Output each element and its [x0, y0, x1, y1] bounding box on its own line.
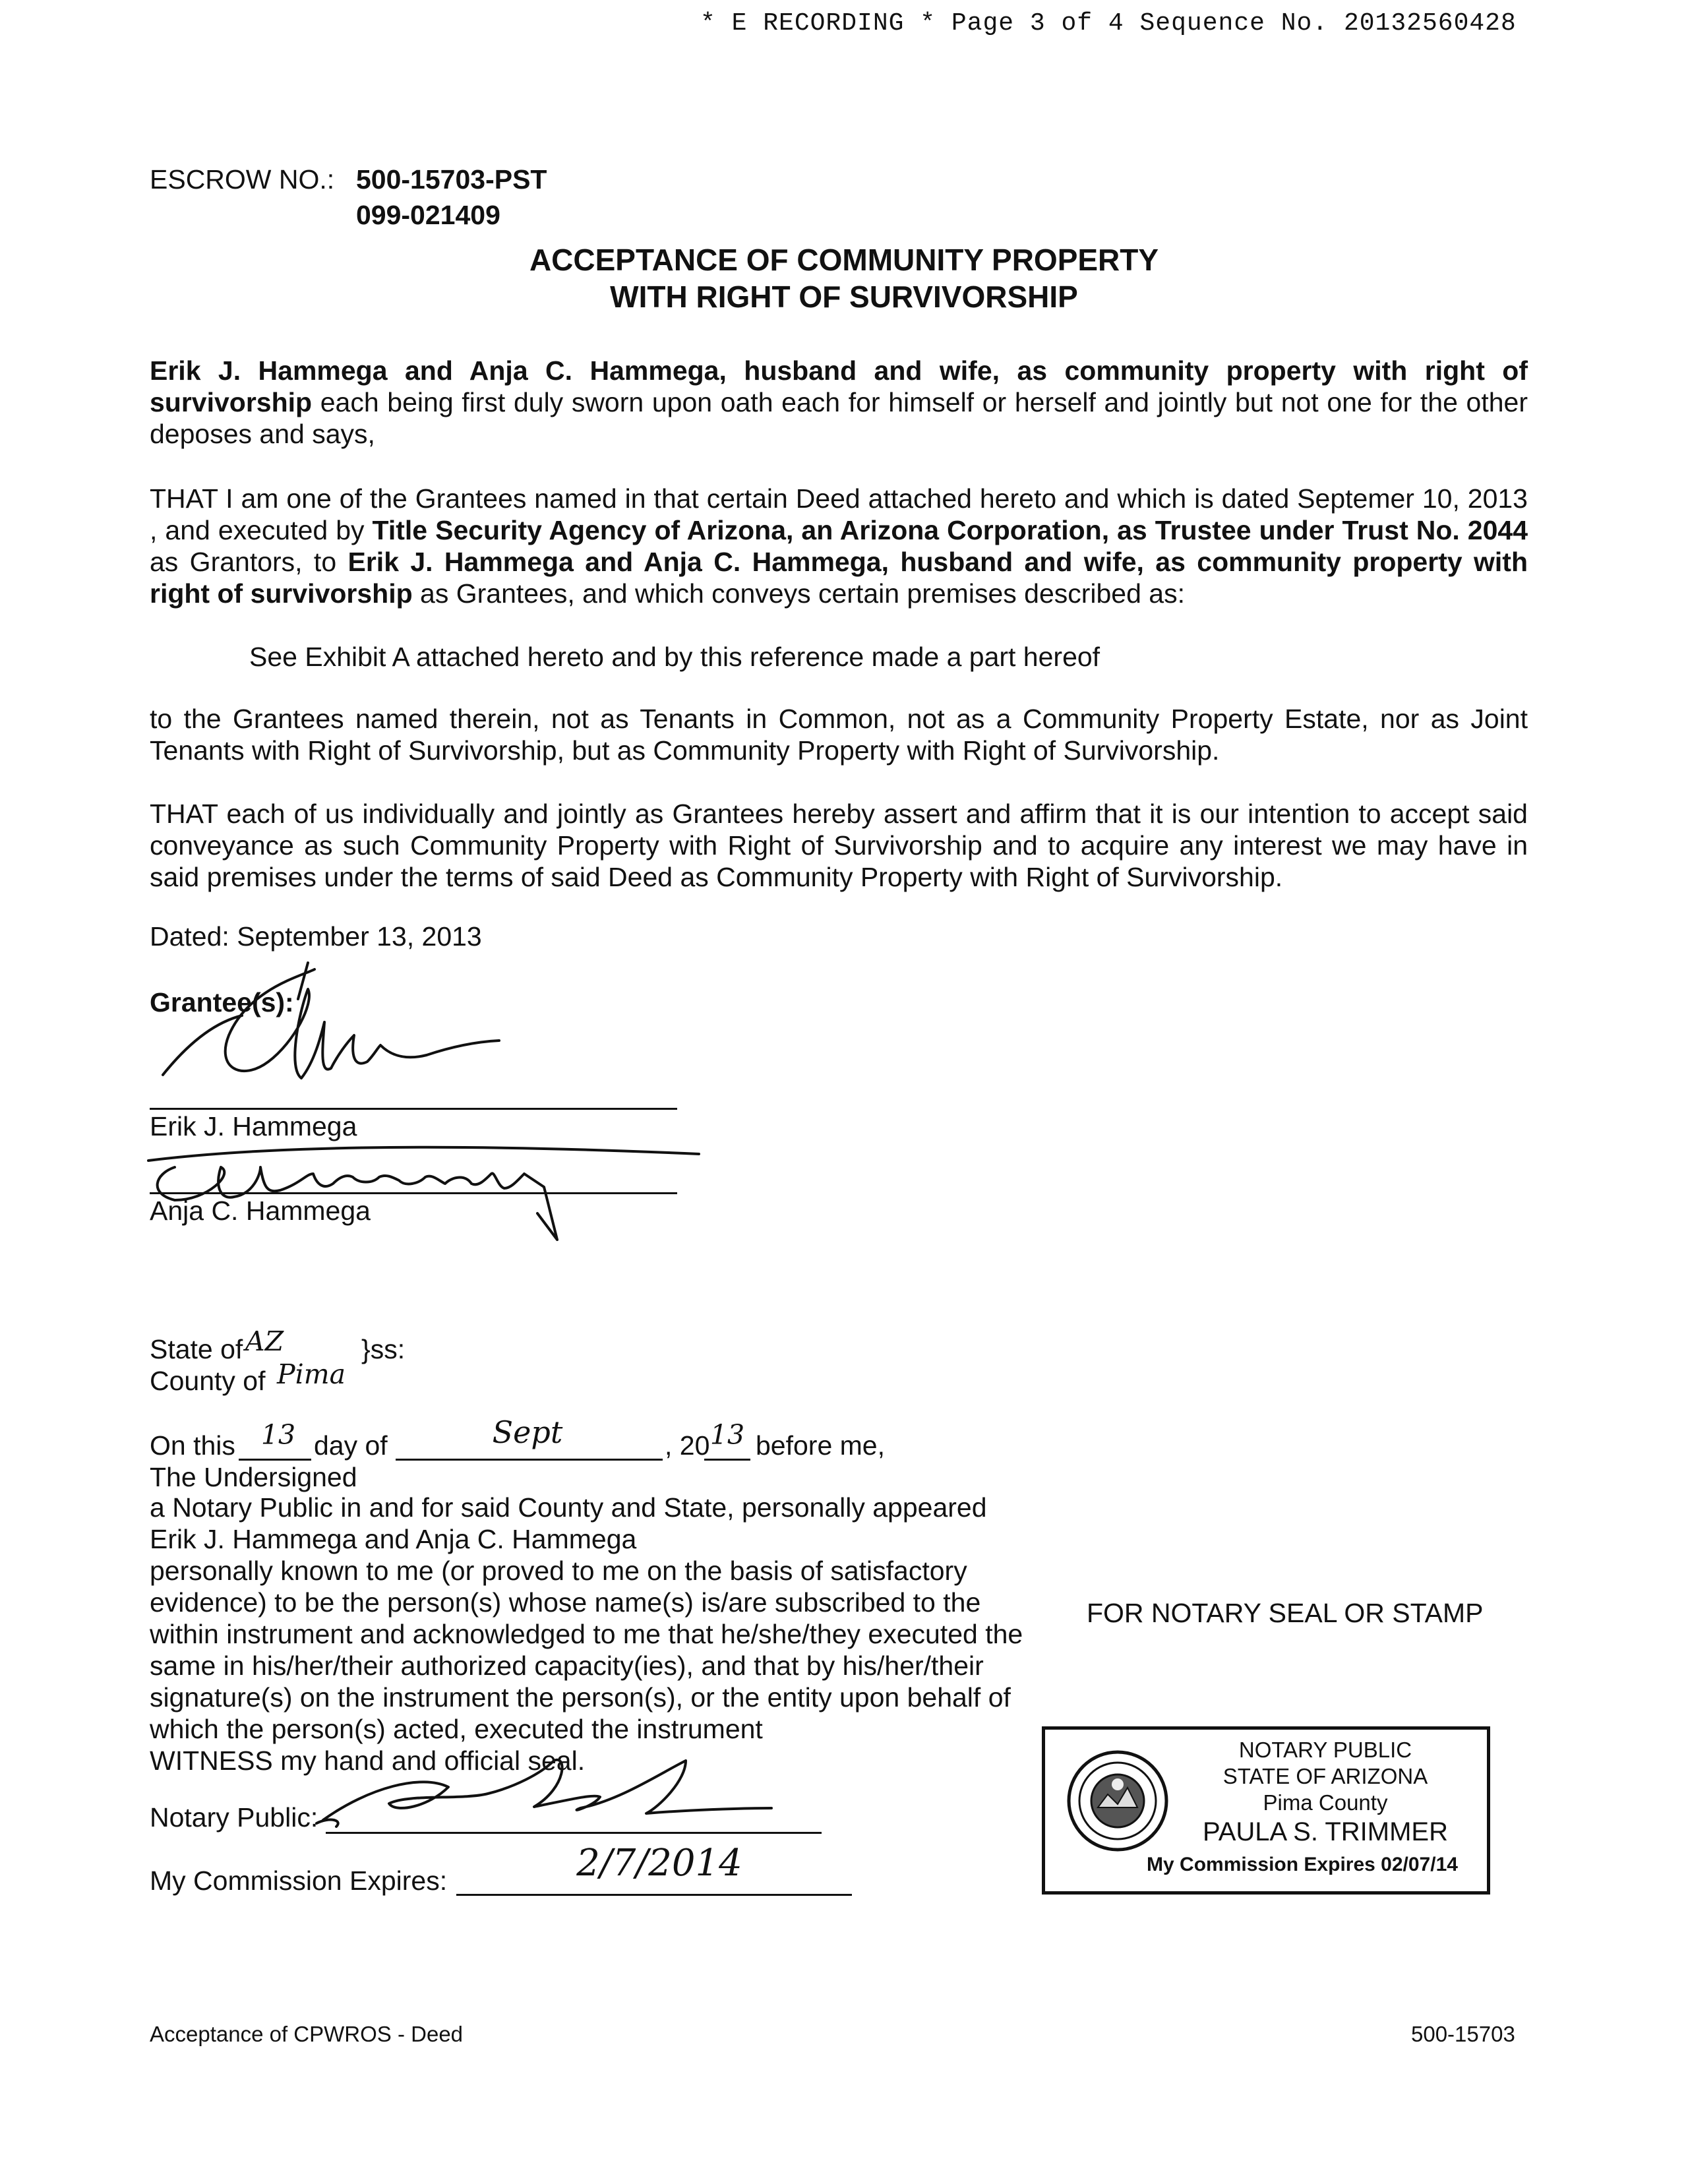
affiants-names: Erik J. Hammega and Anja C. Hammega, husband and wife, as community property with right of survivorship — [150, 355, 1528, 417]
grantee1-name: Erik J. Hammega — [150, 1111, 357, 1141]
seal-caption: FOR NOTARY SEAL OR STAMP — [1087, 1598, 1484, 1628]
grantor-name: Title Security Agency of Arizona, an Arizona Corporation, as Trustee under Trust No. 2044 — [372, 515, 1528, 545]
deed-text-2: as Grantors, to — [150, 547, 348, 577]
notary-public-label: Notary Public: — [150, 1802, 318, 1833]
paragraph-deed — [150, 483, 1528, 609]
escrow-number-2: 099-021409 — [356, 200, 500, 230]
recording-header: * E RECORDING * Page 3 of 4 Sequence No. 20132560428 — [700, 9, 1517, 38]
exhibit-reference: See Exhibit A attached hereto and by this reference made a part hereof — [249, 642, 1100, 672]
grantee2-signature-line — [150, 1192, 677, 1194]
stamp-line-name: PAULA S. TRIMMER — [1203, 1817, 1448, 1846]
paragraph-affiants — [150, 355, 1528, 450]
year-value: 13 — [709, 1419, 745, 1451]
arizona-seal-icon — [1065, 1748, 1170, 1854]
state-value: AZ — [245, 1325, 284, 1357]
commission-expires-label: My Commission Expires: — [150, 1866, 448, 1896]
undersigned-text: The Undersigned — [150, 1462, 357, 1492]
escrow-number: 500-15703-PST — [356, 164, 547, 195]
on-this-label: On this — [150, 1430, 235, 1461]
notary-line: same in his/her/their authorized capacity(ies), and that by his/her/their — [150, 1651, 984, 1681]
paragraph-tenancy: to the Grantees named therein, not as Tenants in Common, not as a Community Property Estate, nor as Joint Tenants with Right of Survivorship, but as Community Property with Right of Survivorship. — [150, 704, 1528, 766]
notary-signature — [316, 1747, 778, 1833]
stamp-line-notary: NOTARY PUBLIC — [1238, 1738, 1412, 1762]
notary-acknowledgment — [150, 1492, 1060, 1776]
deed-text-1: THAT I am one of the Grantees named in that certain Deed attached hereto and which is dated Septemer 10, 2013 , and executed by — [150, 483, 1528, 545]
paragraph-affirmation: THAT each of us individually and jointly as Grantees hereby assert and affirm that it is our intention to accept said conveyance as such Community Property with Right of Survivorship and to acquire any interest we may have in said premises under the terms of said Deed as Community Property with Right of Survivorship. — [150, 799, 1528, 892]
year-prefix: , 20 — [665, 1430, 710, 1461]
year-underline — [704, 1459, 750, 1461]
notary-line: which the person(s) acted, executed the instrument — [150, 1714, 763, 1744]
day-underline — [239, 1459, 311, 1461]
ss-mark: }ss: — [361, 1334, 406, 1364]
grantees-label: Grantee(s): — [150, 987, 294, 1017]
grantee-names: Erik J. Hammega and Anja C. Hammega, husband and wife, as community property with right of survivorship — [150, 547, 1528, 609]
footer-right: 500-15703 — [1411, 2022, 1515, 2046]
county-value: Pima — [277, 1358, 346, 1390]
notary-line: signature(s) on the instrument the person(s), or the entity upon behalf of — [150, 1682, 1011, 1713]
notary-line: within instrument and acknowledged to me that he/she/they executed the — [150, 1619, 1023, 1649]
document-title-line2: WITH RIGHT OF SURVIVORSHIP — [610, 280, 1078, 314]
affiants-text: each being first duly sworn upon oath each for himself or herself and jointly but not one for the other deposes and says, — [150, 387, 1528, 449]
dated-line: Dated: September 13, 2013 — [150, 921, 482, 952]
stamp-line-state: STATE OF ARIZONA — [1222, 1764, 1428, 1788]
county-label: County of — [150, 1366, 266, 1396]
day-value: 13 — [260, 1419, 296, 1451]
notary-line: personally known to me (or proved to me on the basis of satisfactory — [150, 1556, 967, 1586]
grantee1-signature-line — [150, 1108, 677, 1110]
escrow-label: ESCROW NO.: — [150, 164, 335, 195]
notary-line: WITNESS my hand and official seal. — [150, 1745, 586, 1776]
footer-left: Acceptance of CPWROS - Deed — [150, 2022, 464, 2046]
state-label: State of — [150, 1334, 243, 1364]
stamp-line-county: Pima County — [1263, 1790, 1388, 1815]
notary-stamp — [1042, 1726, 1490, 1895]
grantee2-name: Anja C. Hammega — [150, 1196, 371, 1226]
document-title-line1: ACCEPTANCE OF COMMUNITY PROPERTY — [529, 243, 1159, 277]
month-value: Sept — [492, 1414, 563, 1450]
before-me-label: before me, — [756, 1430, 885, 1461]
grantee1-signature — [150, 963, 519, 1108]
commission-expires-value: 2/7/2014 — [576, 1842, 742, 1885]
commission-underline — [456, 1894, 852, 1896]
notary-line: evidence) to be the person(s) whose name(s) is/are subscribed to the — [150, 1587, 981, 1618]
deed-text-3: as Grantees, and which conveys certain premises described as: — [412, 578, 1185, 609]
notary-line: a Notary Public in and for said County and State, personally appeared — [150, 1492, 987, 1523]
stamp-line-expires: My Commission Expires 02/07/14 — [1147, 1854, 1458, 1875]
notary-signature-line — [326, 1832, 822, 1834]
day-of-label: day of — [314, 1430, 388, 1461]
month-underline — [396, 1459, 663, 1461]
notary-line: Erik J. Hammega and Anja C. Hammega — [150, 1524, 637, 1554]
